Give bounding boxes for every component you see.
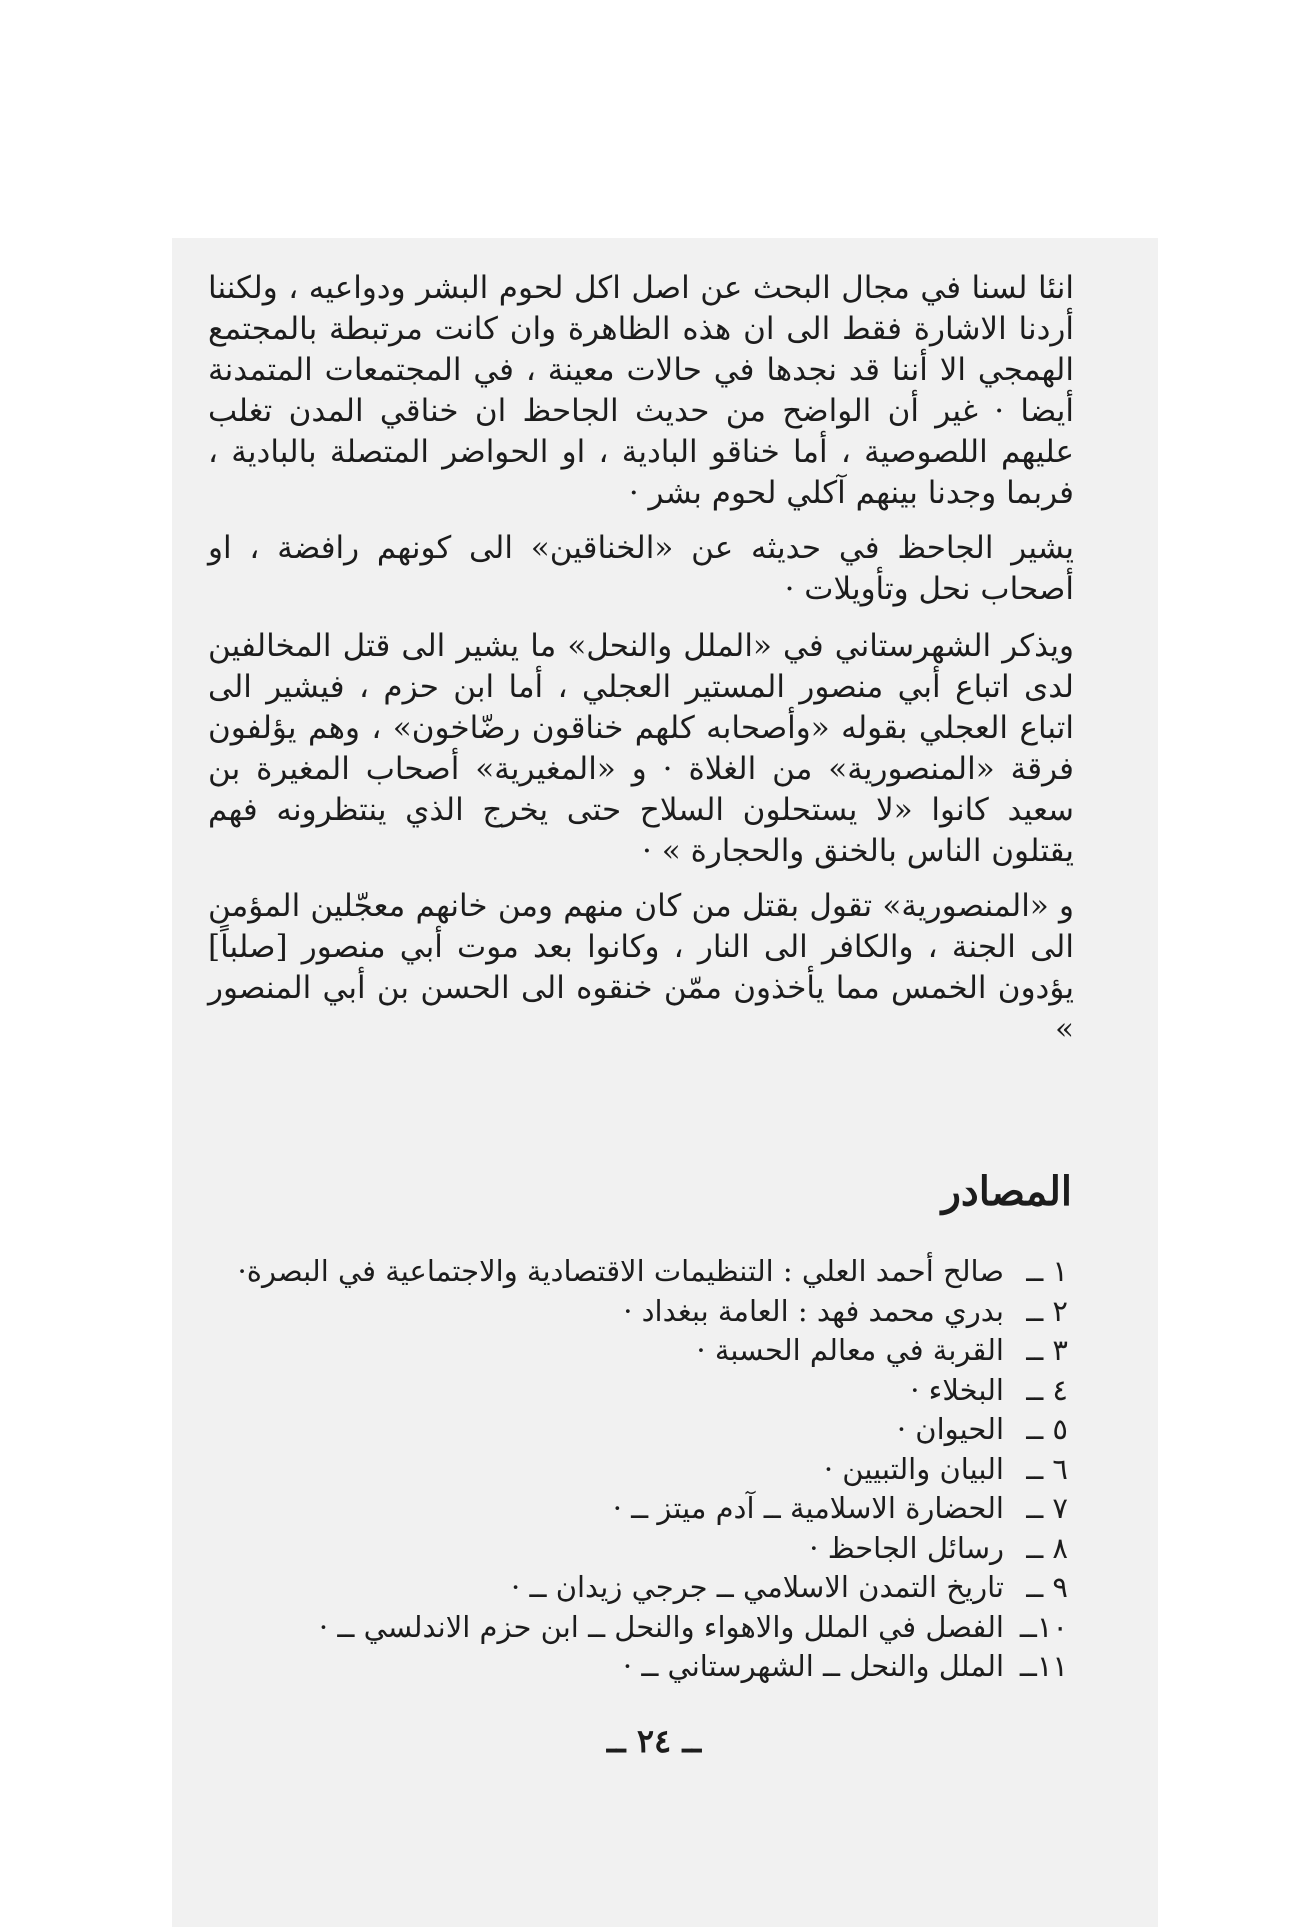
- source-number: ٩ ــ: [1026, 1570, 1068, 1604]
- list-item: [208, 1331, 1068, 1371]
- source-title: رسائل الجاحظ ·: [809, 1530, 1004, 1565]
- list-item: [208, 1608, 1068, 1648]
- list-item: [208, 1252, 1068, 1292]
- paragraph-shahrastani: ويذكر الشهرستاني في «الملل والنحل» ما يشير الى قتل المخالفين لدى اتباع أبي منصور المستير العجلي ، أما ابن حزم ، فيشير الى اتباع العجلي بقوله «وأصحابه كلهم خناقون رضّاخون» ، وهم يؤلفون فرقة «المنصورية» من الغلاة · و «المغيرية» أصحاب المغيرة بن سعيد كانوا «لا يستحلون السلاح حتى يخرج الذي ينتظرونه فهم يقتلون الناس بالخنق والحجارة » ·: [208, 628, 1074, 869]
- sources-heading: المصادر: [941, 1168, 1072, 1215]
- source-title: صالح أحمد العلي : التنظيمات الاقتصادية والاجتماعية في البصرة·: [237, 1254, 1004, 1288]
- source-number: ١١ــ: [1019, 1649, 1068, 1683]
- source-title: تاريخ التمدن الاسلامي ــ جرجي زيدان ــ ·: [511, 1570, 1004, 1604]
- source-number: ٧ ــ: [1026, 1491, 1068, 1525]
- list-item: [208, 1489, 1068, 1529]
- source-title: الحيوان ·: [896, 1412, 1004, 1446]
- page-number: ــ ٢٤ ــ: [606, 1722, 702, 1760]
- source-title: البيان والتبيين ·: [823, 1451, 1004, 1486]
- source-number: ١٠ــ: [1019, 1609, 1068, 1644]
- paragraph-cannibalism: انئا لسنا في مجال البحث عن اصل اكل لحوم البشر ودواعيه ، ولكننا أردنا الاشارة فقط الى ان هذه الظاهرة وان كانت مرتبطة بالمجتمع الهمجي الا أننا قد نجدها في حالات معينة ، في المجتمعات المتمدنة أيضا · غير أن الواضح من حديث الجاحظ ان خناقي المدن تغلب عليهم اللصوصية ، أما خناقو البادية ، او الحواضر المتصلة بالبادية ، فربما وجدنا بينهم آكلي لحوم بشر ·: [208, 270, 1074, 511]
- source-title: الفصل في الملل والاهواء والنحل ــ ابن حزم الاندلسي ــ ·: [318, 1609, 1004, 1644]
- list-item: [208, 1292, 1068, 1332]
- list-item: [208, 1568, 1068, 1608]
- source-number: ٤ ــ: [1026, 1372, 1068, 1407]
- source-number: ٦ ــ: [1026, 1451, 1068, 1486]
- source-title: الحضارة الاسلامية ــ آدم ميتز ــ ·: [612, 1491, 1004, 1525]
- paragraph-mansuriyya: و «المنصورية» تقول بقتل من كان منهم ومن خانهم معجّلين المؤمن الى الجنة ، والكافر الى النار ، وكانوا بعد موت أبي منصور [صلباً] يؤدون الخمس مما يأخذون ممّن خنقوه الى الحسن بن أبي المنصور »: [208, 888, 1074, 1047]
- source-number: ٢ ــ: [1026, 1293, 1068, 1328]
- source-title: القربة في معالم الحسبة ·: [696, 1333, 1004, 1367]
- source-number: ١ ــ: [1026, 1254, 1068, 1288]
- source-title: البخلاء ·: [910, 1372, 1004, 1407]
- source-number: ٥ ــ: [1026, 1412, 1068, 1446]
- paragraph-khannaqin: يشير الجاحظ في حديثه عن «الخناقين» الى كونهم رافضة ، او أصحاب نحل وتأويلات ·: [208, 530, 1074, 607]
- source-title: بدري محمد فهد : العامة ببغداد ·: [623, 1293, 1004, 1328]
- list-item: [208, 1647, 1068, 1687]
- sources-list: [208, 1252, 1068, 1687]
- source-title: الملل والنحل ــ الشهرستاني ــ ·: [622, 1649, 1004, 1683]
- source-number: ٨ ــ: [1026, 1530, 1068, 1565]
- list-item: [208, 1371, 1068, 1411]
- list-item: [208, 1450, 1068, 1490]
- list-item: [208, 1529, 1068, 1569]
- list-item: [208, 1410, 1068, 1450]
- source-number: ٣ ــ: [1026, 1333, 1068, 1367]
